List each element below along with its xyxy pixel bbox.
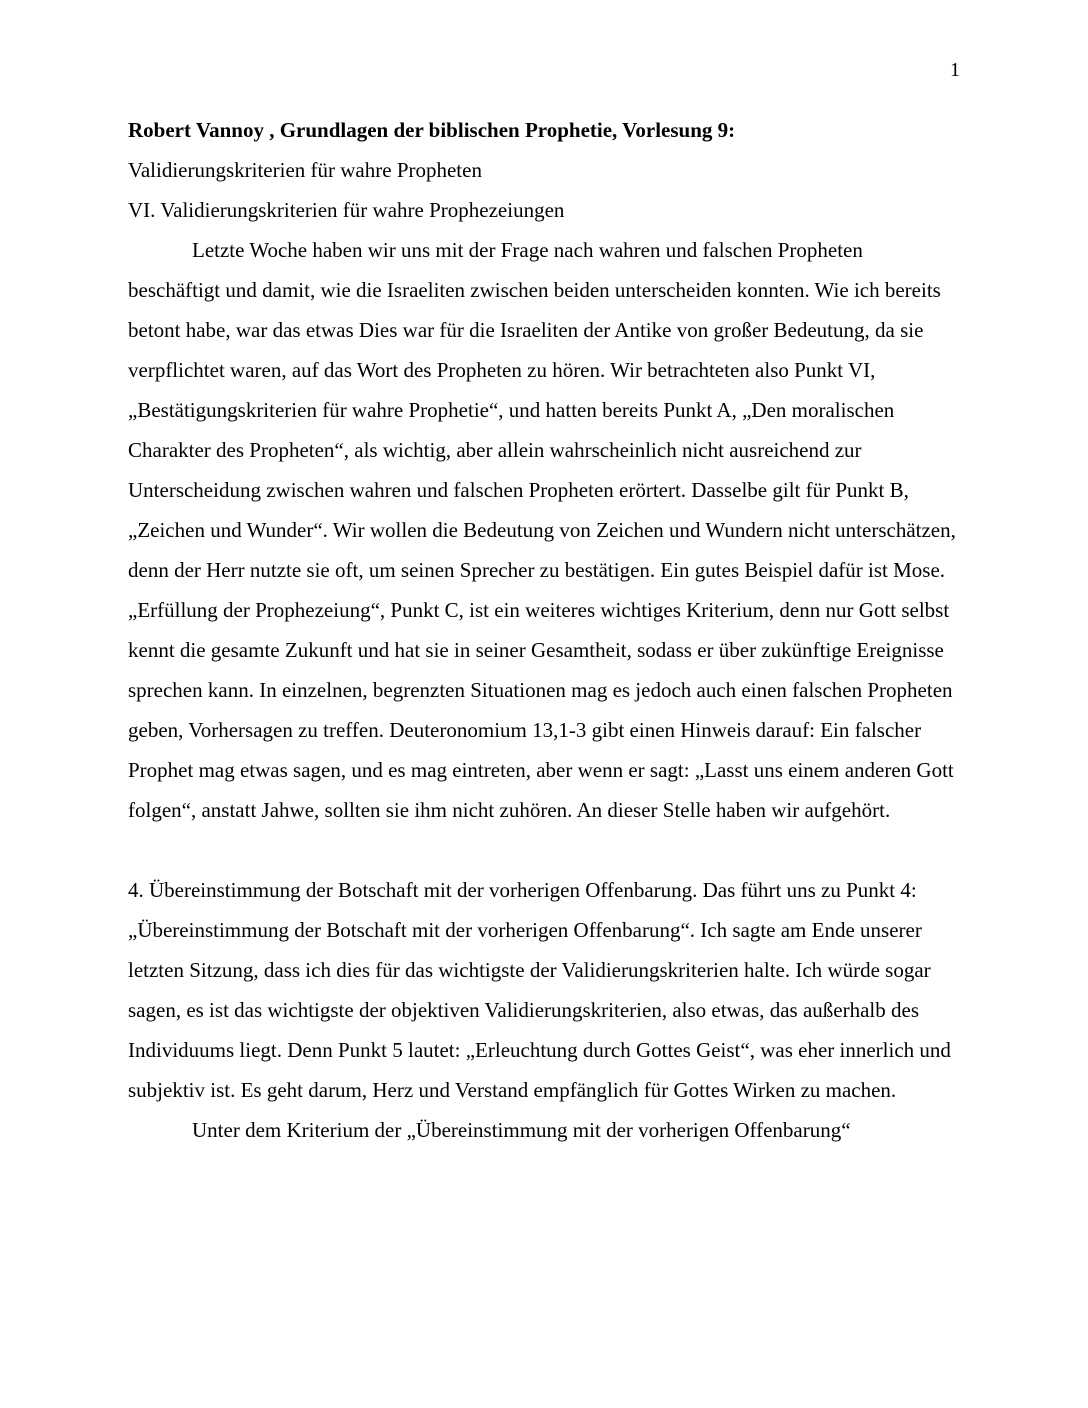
document-subtitle-2: VI. Validierungskriterien für wahre Prophezeiungen (128, 198, 565, 222)
page-number: 1 (950, 59, 960, 81)
paragraph-2: 4. Übereinstimmung der Botschaft mit der vorherigen Offenbarung. Das führt uns zu Punkt 4: „Übereinstimmung der Botschaft mit der vorherigen Offenbarung“. Ich sagte am Ende unserer letzten Sitzung, dass ich dies für das wichtigste der Validierungskriterien halte. Ich würde sogar sagen, es ist das wichtigste der objektiven Validierungskriterien, also etwas, das außerhalb des Individuums liegt. Denn Punkt 5 lautet: „Erleuchtung durch Gottes Geist“, was eher innerlich und subjektiv ist. Es geht darum, Herz und Verstand empfänglich für Gottes Wirken zu machen. (128, 878, 951, 1102)
paragraph-3: Unter dem Kriterium der „Übereinstimmung mit der vorherigen Offenbarung“ (192, 1118, 851, 1142)
document-title: Robert Vannoy , Grundlagen der biblischen Prophetie, Vorlesung 9: (128, 118, 736, 142)
document-subtitle-1: Validierungskriterien für wahre Propheten (128, 158, 482, 182)
paragraph-1: Letzte Woche haben wir uns mit der Frage nach wahren und falschen Propheten beschäftigt und damit, wie die Israeliten zwischen beiden unterscheiden konnten. Wie ich bereits betont habe, war das etwas Dies war für die Israeliten der Antike von großer Bedeutung, da sie verpflichtet waren, auf das Wort des Propheten zu hören. Wir betrachteten also Punkt VI, „Bestätigungskriterien für wahre Prophetie“, und hatten bereits Punkt A, „Den moralischen Charakter des Propheten“, als wichtig, aber allein wahrscheinlich nicht ausreichend zur Unterscheidung zwischen wahren und falschen Propheten erörtert. Dasselbe gilt für Punkt B, „Zeichen und Wunder“. Wir wollen die Bedeutung von Zeichen und Wundern nicht unterschätzen, denn der Herr nutzte sie oft, um seinen Sprecher zu bestätigen. Ein gutes Beispiel dafür ist Mose. „Erfüllung der Prophezeiung“, Punkt C, ist ein weiteres wichtiges Kriterium, denn nur Gott selbst kennt die gesamte Zukunft und hat sie in seiner Gesamtheit, sodass er über zukünftige Ereignisse sprechen kann. In einzelnen, begrenzten Situationen mag es jedoch auch einen falschen Propheten geben, Vorhersagen zu treffen. Deuteronomium 13,1-3 gibt einen Hinweis darauf: Ein falscher Prophet mag etwas sagen, und es mag eintreten, aber wenn er sagt: „Lasst uns einem anderen Gott folgen“, anstatt Jahwe, sollten sie ihm nicht zuhören. An dieser Stelle haben wir aufgehört. (128, 238, 956, 822)
